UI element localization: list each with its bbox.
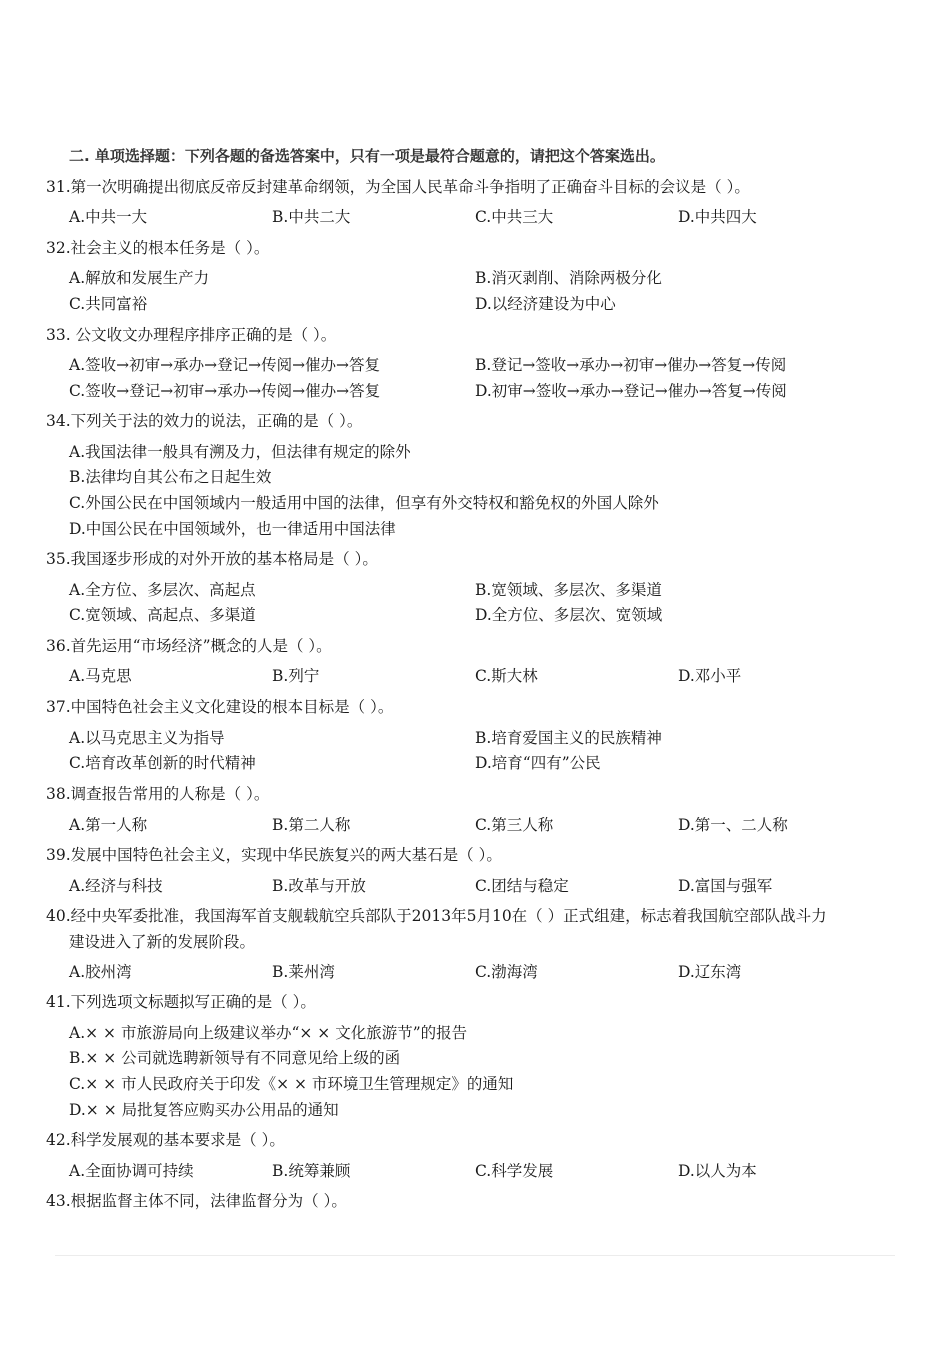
question-41-stem: 41.下列选项文标题拟写正确的是（ ）。 [46, 993, 316, 1011]
section-title: 二. 单项选择题：下列各题的备选答案中，只有一项是最符合题意的，请把这个答案选出。 [69, 147, 665, 165]
question-31-option-a: A.中共一大 [69, 208, 148, 226]
question-36-option-a: A.马克思 [69, 667, 132, 685]
question-35-option-b: B.宽领域、多层次、多渠道 [475, 581, 662, 599]
question-37-option-a: A.以马克思主义为指导 [69, 729, 225, 747]
question-41-option-b: B.× × 公司就选聘新领导有不同意见给上级的函 [69, 1049, 401, 1067]
question-39-stem: 39.发展中国特色社会主义，实现中华民族复兴的两大基石是（ ）。 [46, 846, 502, 864]
question-34-option-d: D.中国公民在中国领域外，也一律适用中国法律 [69, 520, 396, 538]
question-40-option-a: A.胶州湾 [69, 963, 132, 981]
question-35-option-a: A.全方位、多层次、高起点 [69, 581, 256, 599]
question-42-option-c: C.科学发展 [475, 1162, 554, 1180]
question-35-option-c: C.宽领域、高起点、多渠道 [69, 606, 256, 624]
question-32-option-b: B.消灭剥削、消除两极分化 [475, 269, 662, 287]
question-32-stem: 32.社会主义的根本任务是（ ）。 [46, 239, 270, 257]
question-39-option-a: A.经济与科技 [69, 877, 163, 895]
question-37-option-d: D.培育“四有”公民 [475, 754, 601, 772]
question-35-stem: 35.我国逐步形成的对外开放的基本格局是（ ）。 [46, 550, 378, 568]
question-41-option-a: A.× × 市旅游局向上级建议举办“× × 文化旅游节”的报告 [69, 1024, 468, 1042]
footer-divider [55, 1255, 895, 1256]
question-33-option-a: A.签收→初审→承办→登记→传阅→催办→答复 [69, 356, 381, 374]
question-42-stem: 42.科学发展观的基本要求是（ ）。 [46, 1131, 285, 1149]
question-38-option-c: C.第三人称 [475, 816, 554, 834]
question-38-option-a: A.第一人称 [69, 816, 148, 834]
question-42-option-a: A.全面协调可持续 [69, 1162, 194, 1180]
question-33-option-b: B.登记→签收→承办→初审→催办→答复→传阅 [475, 356, 787, 374]
question-40-stem: 40.经中央军委批准，我国海军首支舰载航空兵部队于2013年5月10在（ ）正式组建，标志着我国航空部队战斗力 [46, 907, 827, 925]
question-31-option-b: B.中共二大 [272, 208, 351, 226]
question-36-option-b: B.列宁 [272, 667, 320, 685]
question-33-option-d: D.初审→签收→承办→登记→催办→答复→传阅 [475, 382, 787, 400]
question-31-option-c: C.中共三大 [475, 208, 554, 226]
question-37-stem: 37.中国特色社会主义文化建设的根本目标是（ ）。 [46, 698, 394, 716]
question-40-option-c: C.渤海湾 [475, 963, 538, 981]
question-36-stem: 36.首先运用“市场经济”概念的人是（ ）。 [46, 637, 332, 655]
question-31-option-d: D.中共四大 [678, 208, 757, 226]
question-43-stem: 43.根据监督主体不同，法律监督分为（ ）。 [46, 1192, 347, 1210]
question-42-option-b: B.统筹兼顾 [272, 1162, 351, 1180]
question-42-option-d: D.以人为本 [678, 1162, 757, 1180]
question-41-option-d: D.× × 局批复答应购买办公用品的通知 [69, 1101, 339, 1119]
question-40-option-d: D.辽东湾 [678, 963, 742, 981]
question-38-stem: 38.调查报告常用的人称是（ ）。 [46, 785, 270, 803]
question-36-option-d: D.邓小平 [678, 667, 742, 685]
question-32-option-c: C.共同富裕 [69, 295, 148, 313]
question-34-option-b: B.法律均自其公布之日起生效 [69, 468, 272, 486]
question-37-option-c: C.培育改革创新的时代精神 [69, 754, 256, 772]
question-39-option-c: C.团结与稳定 [475, 877, 569, 895]
question-35-option-d: D.全方位、多层次、宽领域 [475, 606, 663, 624]
question-38-option-d: D.第一、二人称 [678, 816, 788, 834]
question-34-option-c: C.外国公民在中国领域内一般适用中国的法律，但享有外交特权和豁免权的外国人除外 [69, 494, 659, 512]
question-36-option-c: C.斯大林 [475, 667, 538, 685]
question-37-option-b: B.培育爱国主义的民族精神 [475, 729, 662, 747]
question-39-option-d: D.富国与强军 [678, 877, 773, 895]
question-38-option-b: B.第二人称 [272, 816, 351, 834]
question-41-option-c: C.× × 市人民政府关于印发《× × 市环境卫生管理规定》的通知 [69, 1075, 514, 1093]
question-33-option-c: C.签收→登记→初审→承办→传阅→催办→答复 [69, 382, 381, 400]
question-32-option-d: D.以经济建设为中心 [475, 295, 616, 313]
question-33-stem: 33. 公文收文办理程序排序正确的是（ ）。 [46, 326, 337, 344]
question-34-stem: 34.下列关于法的效力的说法，正确的是（ ）。 [46, 412, 363, 430]
question-40-stem-continued: 建设进入了新的发展阶段。 [69, 933, 256, 951]
question-32-option-a: A.解放和发展生产力 [69, 269, 210, 287]
question-31-stem: 31.第一次明确提出彻底反帝反封建革命纲领，为全国人民革命斗争指明了正确奋斗目标的会议是（ ）。 [46, 178, 750, 196]
question-39-option-b: B.改革与开放 [272, 877, 366, 895]
question-40-option-b: B.莱州湾 [272, 963, 335, 981]
question-34-option-a: A.我国法律一般具有溯及力，但法律有规定的除外 [69, 443, 411, 461]
